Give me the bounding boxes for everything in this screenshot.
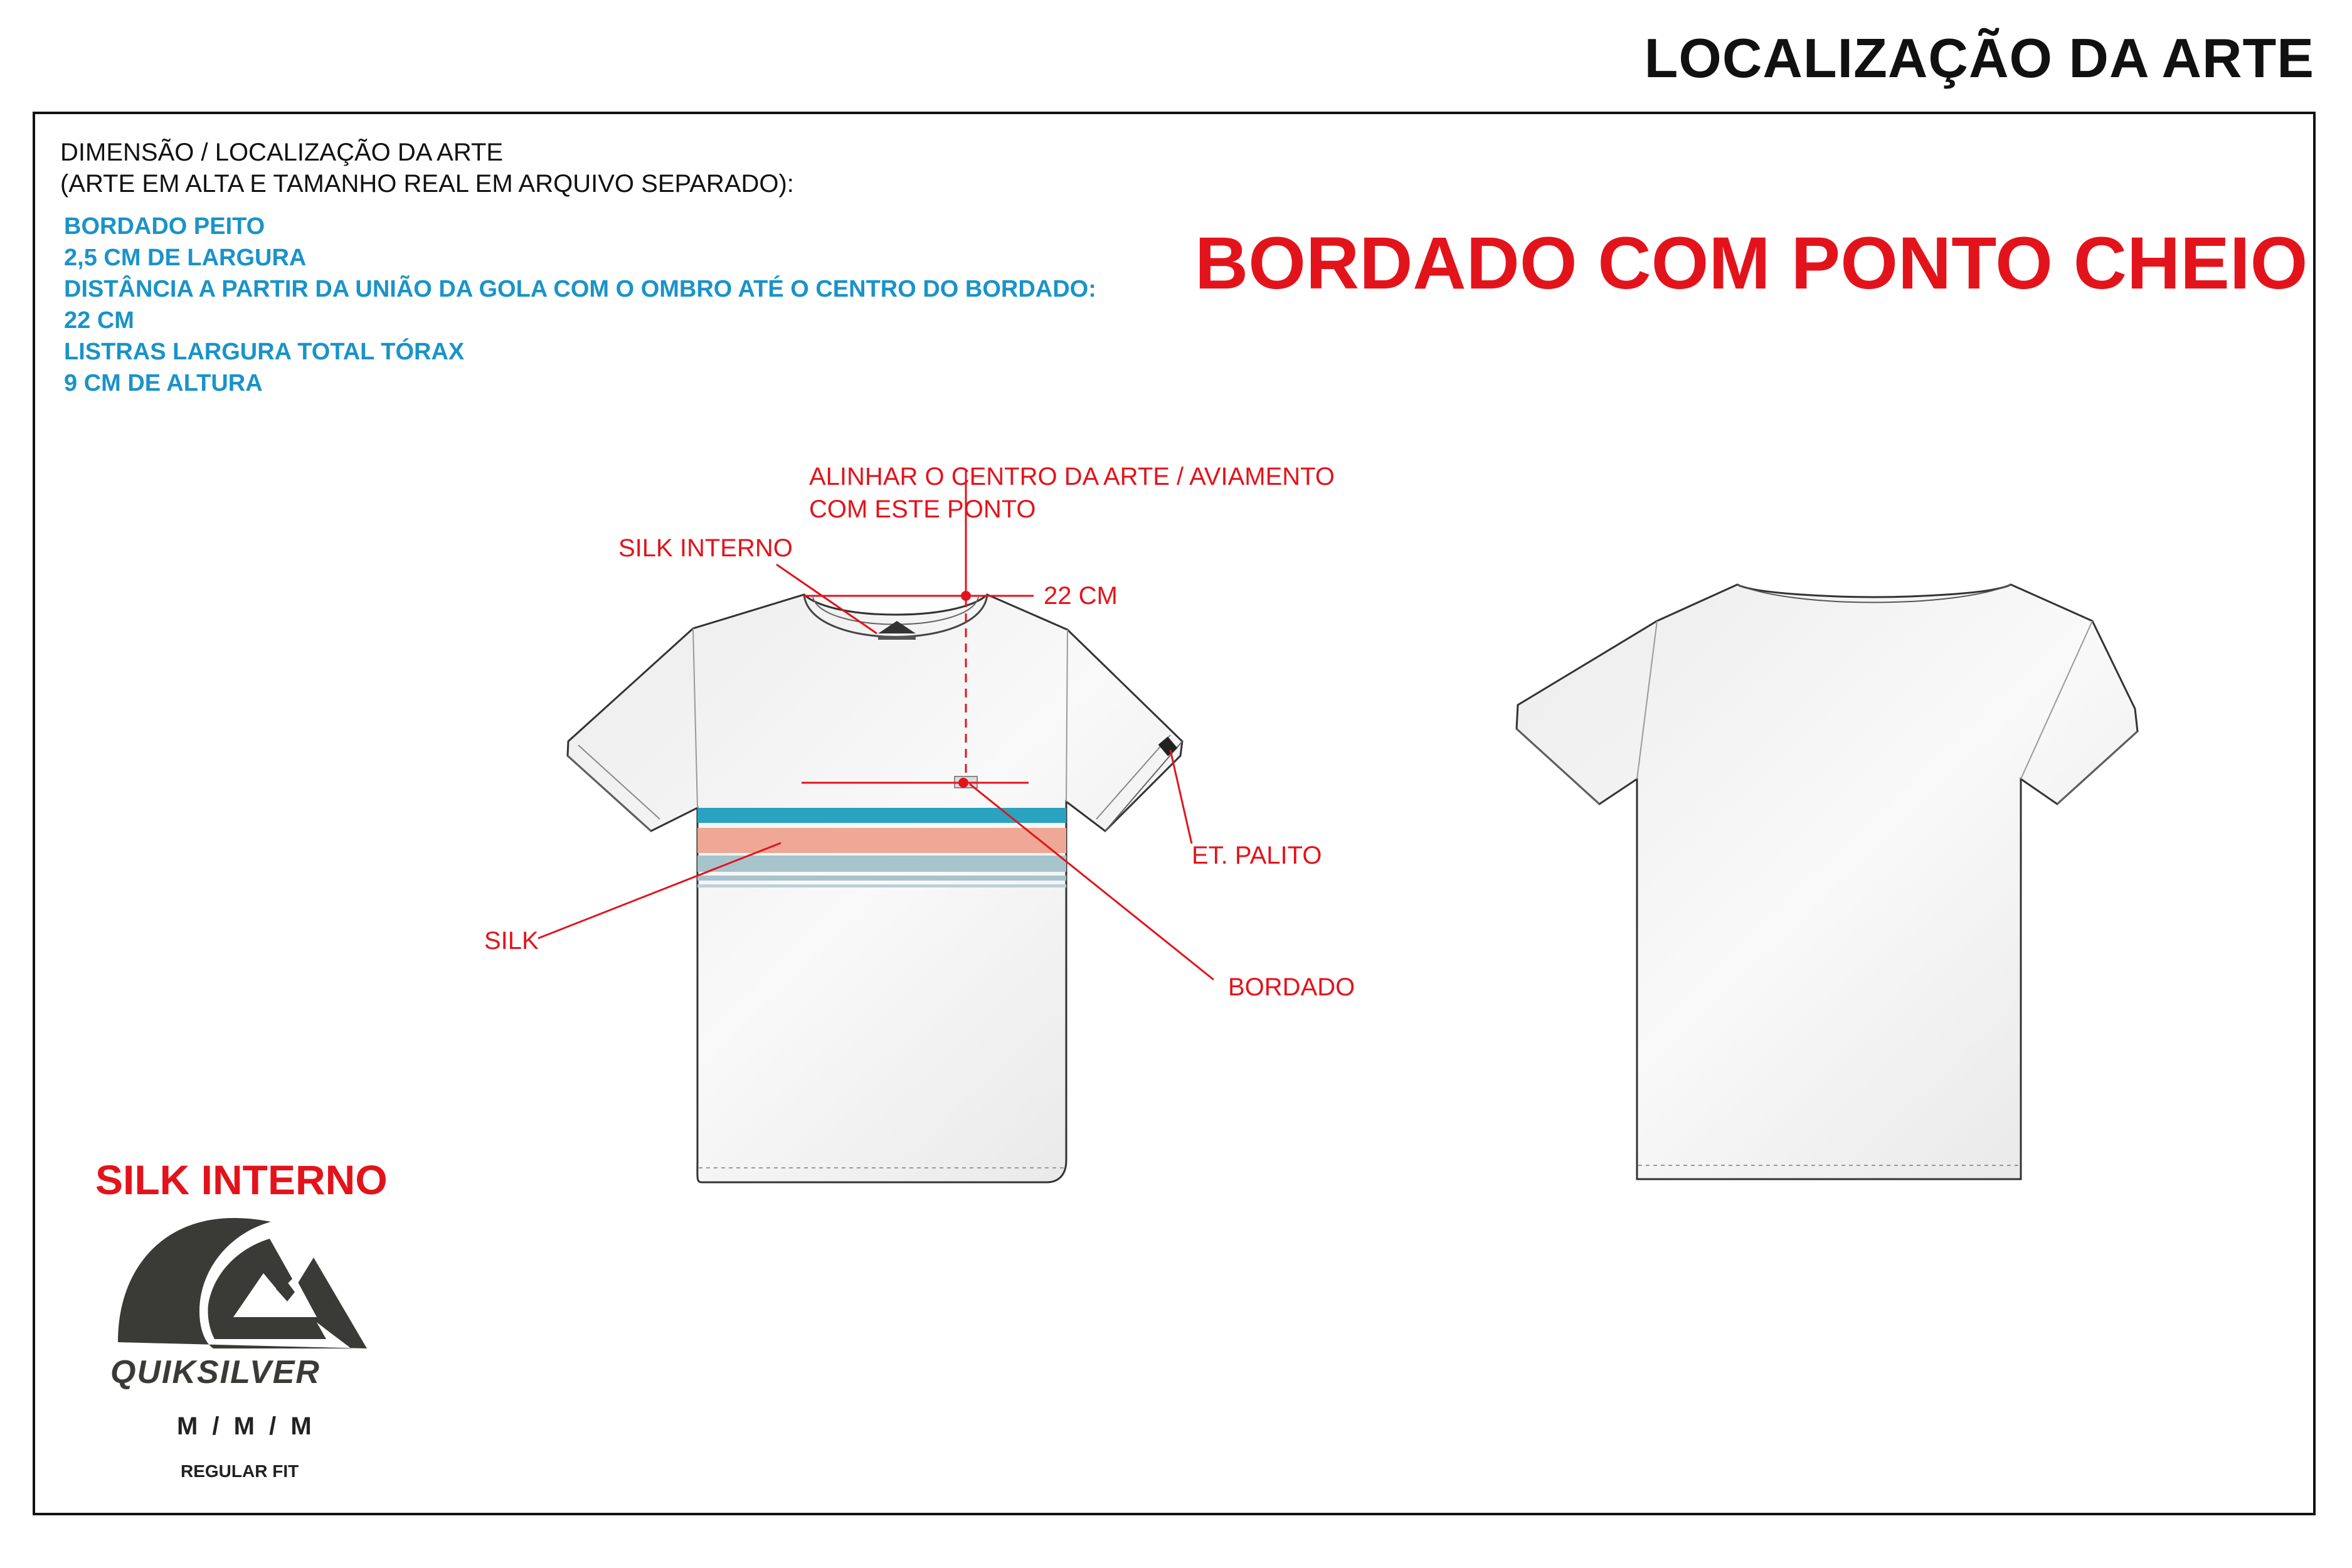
spec-line: 9 CM DE ALTURA bbox=[64, 370, 263, 396]
stripe-thin-1 bbox=[697, 876, 1066, 881]
spec-line: 2,5 CM DE LARGURA bbox=[64, 245, 307, 271]
callout-measure: 22 CM bbox=[1044, 582, 1118, 610]
callout-align-line-1: ALINHAR O CENTRO DA ARTE / AVIAMENTO bbox=[809, 463, 1335, 490]
back-shirt-drawing bbox=[1517, 585, 2137, 1179]
callout-bordado: BORDADO bbox=[1228, 973, 1355, 1001]
embroidery-point bbox=[958, 778, 968, 788]
brand-wordmark: QUIKSILVER bbox=[110, 1354, 320, 1391]
stripe-thin-2 bbox=[697, 884, 1066, 887]
embroidery-headline: BORDADO COM PONTO CHEIO bbox=[1195, 222, 2308, 305]
page-title: LOCALIZAÇÃO DA ARTE bbox=[1644, 27, 2314, 89]
alignment-point bbox=[961, 591, 971, 601]
spec-heading-line-1: DIMENSÃO / LOCALIZAÇÃO DA ARTE bbox=[60, 139, 504, 166]
front-shirt-drawing bbox=[568, 595, 1182, 1182]
callout-silk: SILK bbox=[484, 927, 539, 955]
callout-silk-interno: SILK INTERNO bbox=[618, 534, 793, 562]
stripe-grey-blue bbox=[697, 856, 1066, 872]
spec-heading-line-2: (ARTE EM ALTA E TAMANHO REAL EM ARQUIVO SEPARADO): bbox=[60, 170, 794, 198]
silk-interno-heading: SILK INTERNO bbox=[95, 1157, 388, 1203]
spec-line: 22 CM bbox=[64, 307, 134, 334]
size-text: M / M / M bbox=[177, 1412, 315, 1440]
spec-line: DISTÂNCIA A PARTIR DA UNIÃO DA GOLA COM O OMBRO ATÉ O CENTRO DO BORDADO: bbox=[64, 276, 1096, 302]
callout-align-line-2: COM ESTE PONTO bbox=[809, 495, 1036, 523]
spec-line: BORDADO PEITO bbox=[64, 213, 265, 240]
callout-et-palito: ET. PALITO bbox=[1192, 842, 1322, 869]
quiksilver-logo bbox=[118, 1218, 367, 1348]
spec-line: LISTRAS LARGURA TOTAL TÓRAX bbox=[64, 339, 465, 365]
stripe-salmon bbox=[697, 828, 1066, 853]
stripe-teal bbox=[697, 808, 1066, 823]
fit-text: REGULAR FIT bbox=[181, 1461, 299, 1481]
